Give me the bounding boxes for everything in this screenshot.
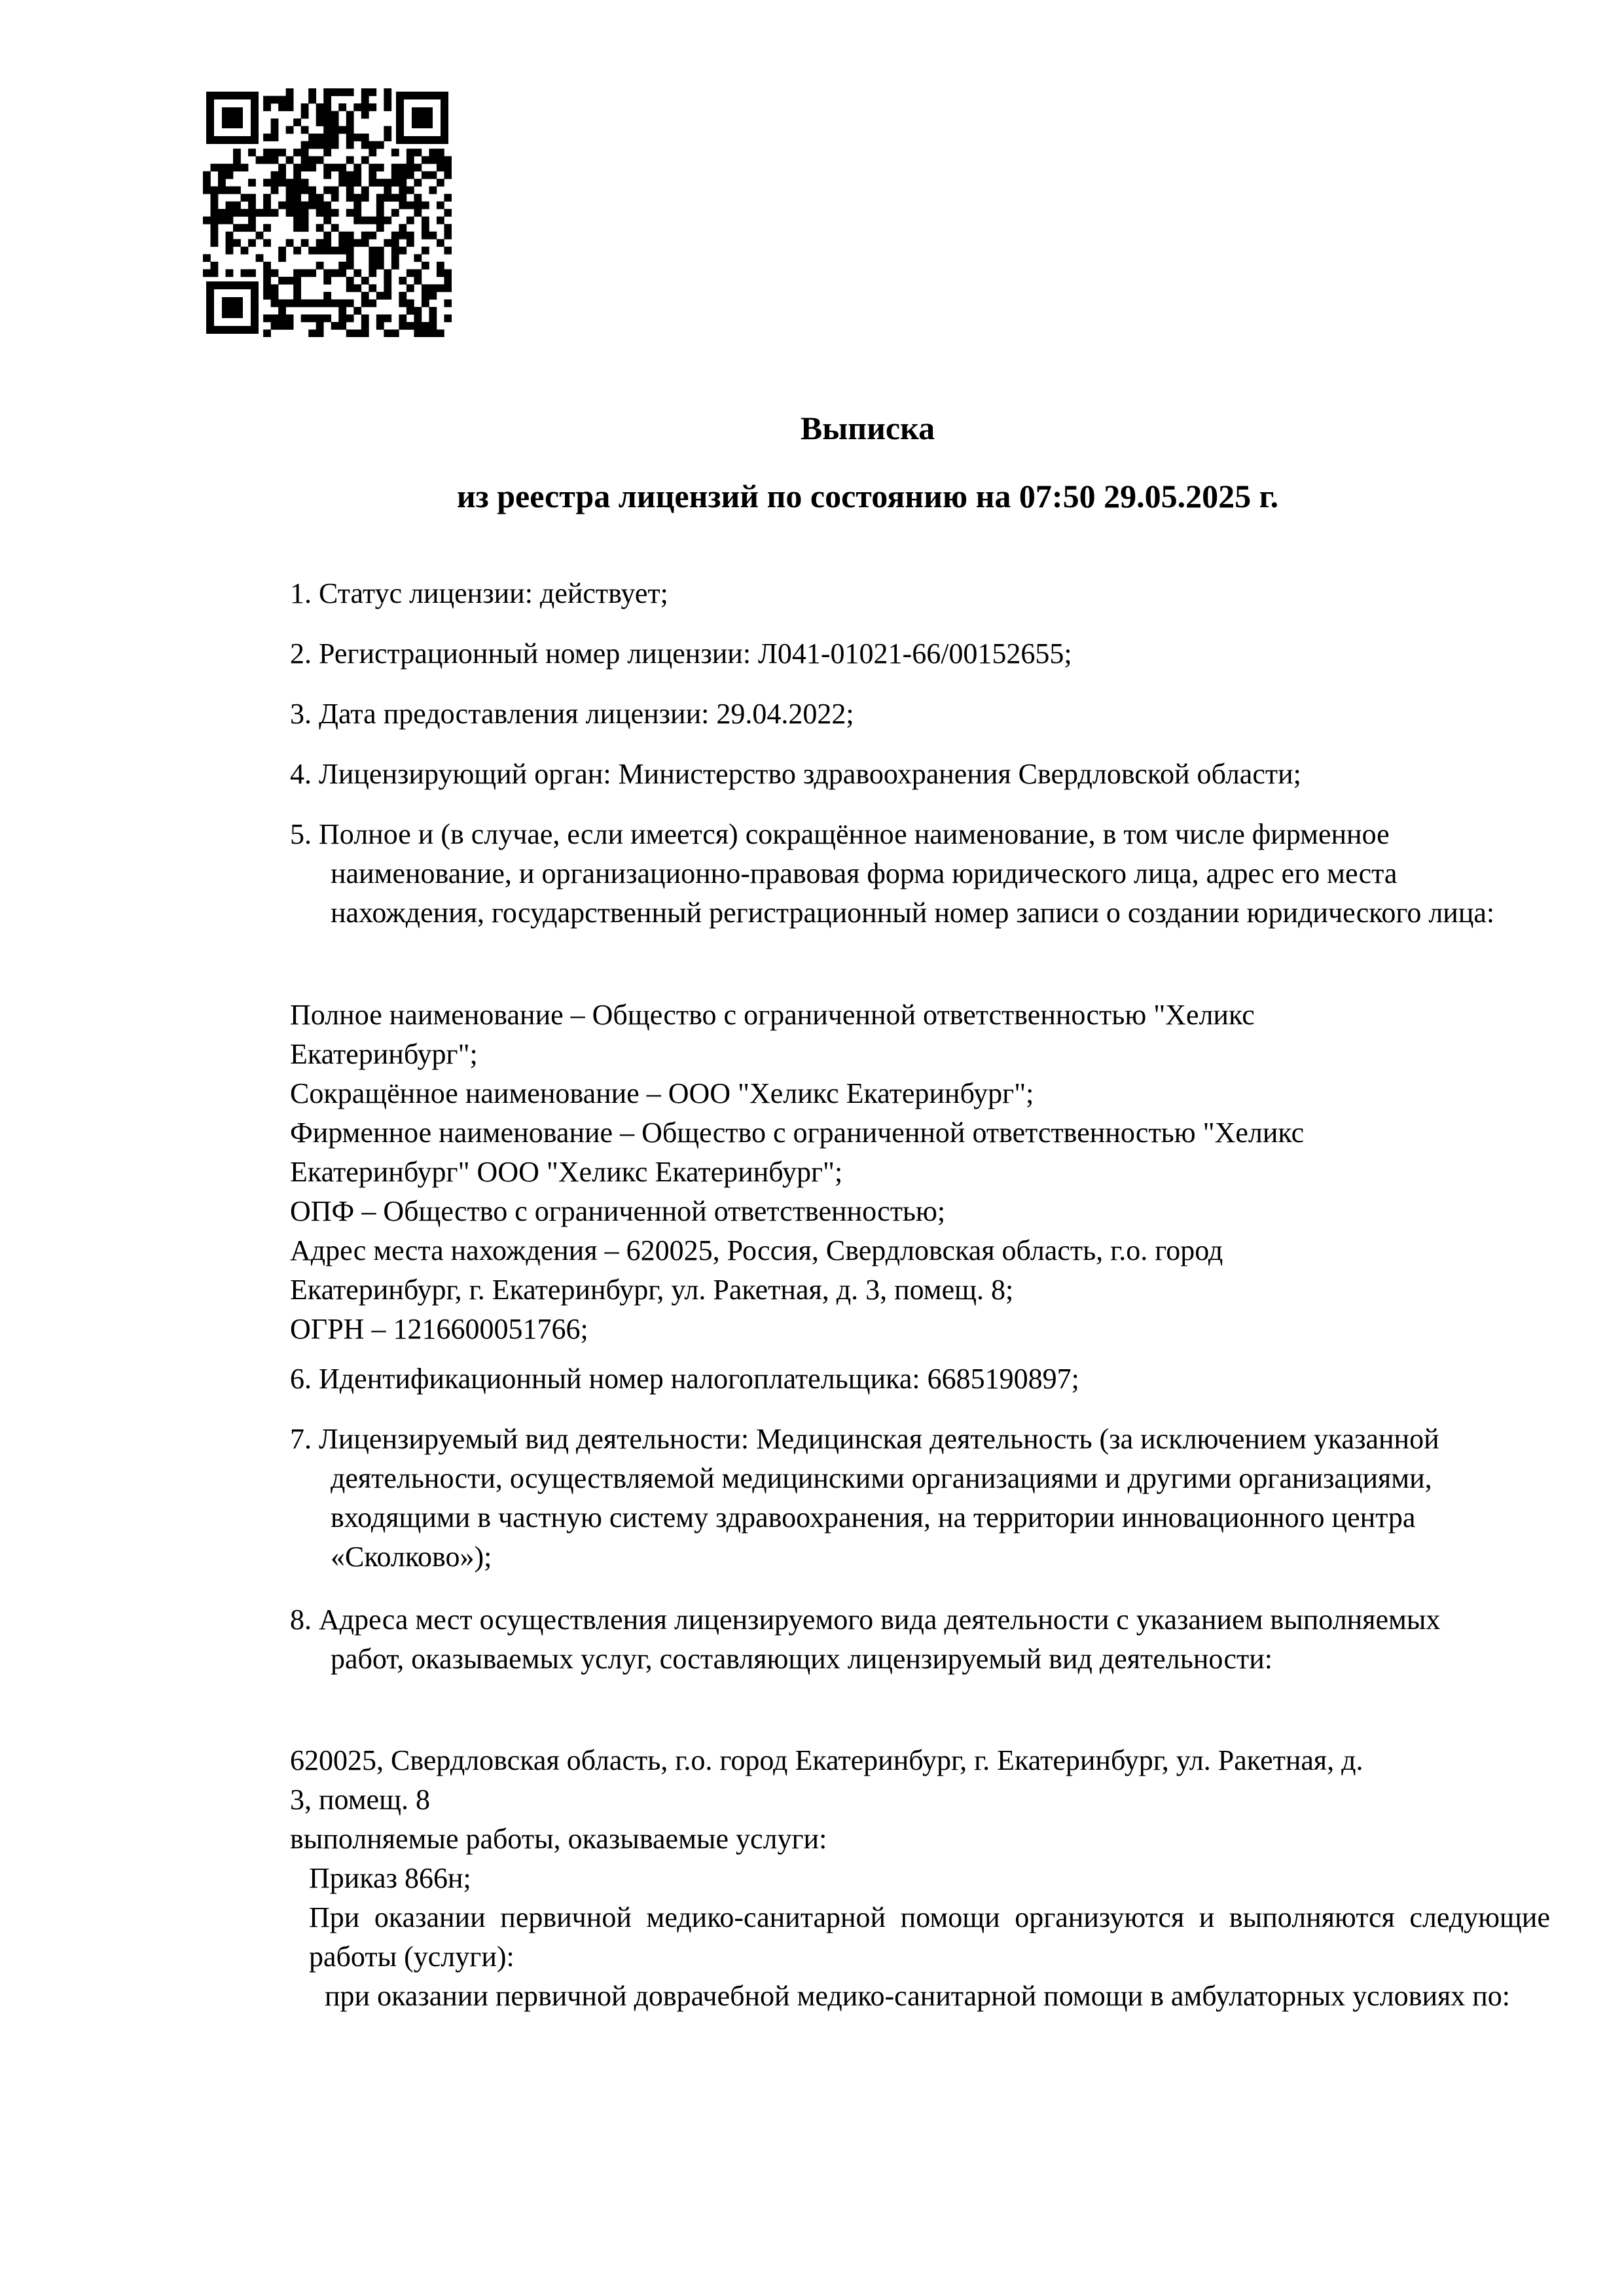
activity-address-line-2: 3, помещ. 8 bbox=[290, 1784, 430, 1816]
entity-details bbox=[290, 996, 1560, 1349]
entity-brand-name-line-1: Фирменное наименование – Общество с ограниченной ответственностью "Хеликс bbox=[290, 1117, 1305, 1149]
prehospital-care-text: при оказании первичной доврачебной медико-санитарной помощи в амбулаторных условиях по: bbox=[325, 1980, 1511, 2012]
entity-legal-form: ОПФ – Общество с ограниченной ответственностью; bbox=[290, 1195, 946, 1227]
works-label: выполняемые работы, оказываемые услуги: bbox=[290, 1823, 827, 1855]
item-licensed-activity: 7. Лицензируемый вид деятельности: Медицинская деятельность (за исключением указанной деятельности, осуществляемой медицинскими организациями и другими организациями, входящими в частную систему здравоохранения, на территории инновационного центра «Сколково»); bbox=[290, 1423, 1439, 1573]
activity-details bbox=[290, 1741, 1550, 2016]
activity-address-line-1: 620025, Свердловская область, г.о. город Екатеринбург, г. Екатеринбург, ул. Ракетная, д. bbox=[290, 1744, 1363, 1776]
order-reference: Приказ 866н; bbox=[309, 1862, 471, 1894]
primary-care-works: При оказании первичной медико-санитарной помощи организуются и выполняются следующие работы (услуги): bbox=[309, 1901, 1550, 1973]
entity-full-name-line-2: Екатеринбург"; bbox=[290, 1038, 478, 1070]
entity-address-line-1: Адрес места нахождения – 620025, Россия, Свердловская область, г.о. город bbox=[290, 1234, 1223, 1266]
prehospital-care-works bbox=[290, 1977, 1550, 2016]
item-tax-number: 6. Идентификационный номер налогоплательщика: 6685190897; bbox=[290, 1363, 1079, 1395]
entity-full-name-line-1: Полное наименование – Общество с ограниченной ответственностью "Хеликс bbox=[290, 999, 1255, 1031]
entity-short-name: Сокращённое наименование – ООО "Хеликс Екатеринбург"; bbox=[290, 1077, 1034, 1109]
entity-brand-name-line-2: Екатеринбург" ООО "Хеликс Екатеринбург"; bbox=[290, 1156, 843, 1188]
document-title: Выписка bbox=[800, 410, 935, 446]
item-activity-addresses-heading: 8. Адреса мест осуществления лицензируемого вида деятельности с указанием выполняемых работ, оказываемых услуг, составляющих лицензируемый вид деятельности: bbox=[290, 1604, 1441, 1675]
entity-ogrn: ОГРН – 1216600051766; bbox=[290, 1313, 588, 1345]
item-entity-name-heading: 5. Полное и (в случае, если имеется) сокращённое наименование, в том числе фирменное наименование, и организационно-правовая форма юридического лица, адрес его места нахождения, государственный регистрационный номер записи о создании юридического лица: bbox=[290, 818, 1495, 929]
item-issue-date: 3. Дата предоставления лицензии: 29.04.2022; bbox=[290, 698, 854, 730]
item-license-status: 1. Статус лицензии: действует; bbox=[290, 577, 668, 609]
item-registration-number: 2. Регистрационный номер лицензии: Л041-01021-66/00152655; bbox=[290, 637, 1072, 670]
qr-code-icon bbox=[203, 88, 452, 337]
item-licensing-authority: 4. Лицензирующий орган: Министерство здравоохранения Свердловской области; bbox=[290, 758, 1301, 790]
document-subtitle: из реестра лицензий по состоянию на 07:50 29.05.2025 г. bbox=[456, 478, 1279, 514]
entity-address-line-2: Екатеринбург, г. Екатеринбург, ул. Ракетная, д. 3, помещ. 8; bbox=[290, 1274, 1014, 1306]
